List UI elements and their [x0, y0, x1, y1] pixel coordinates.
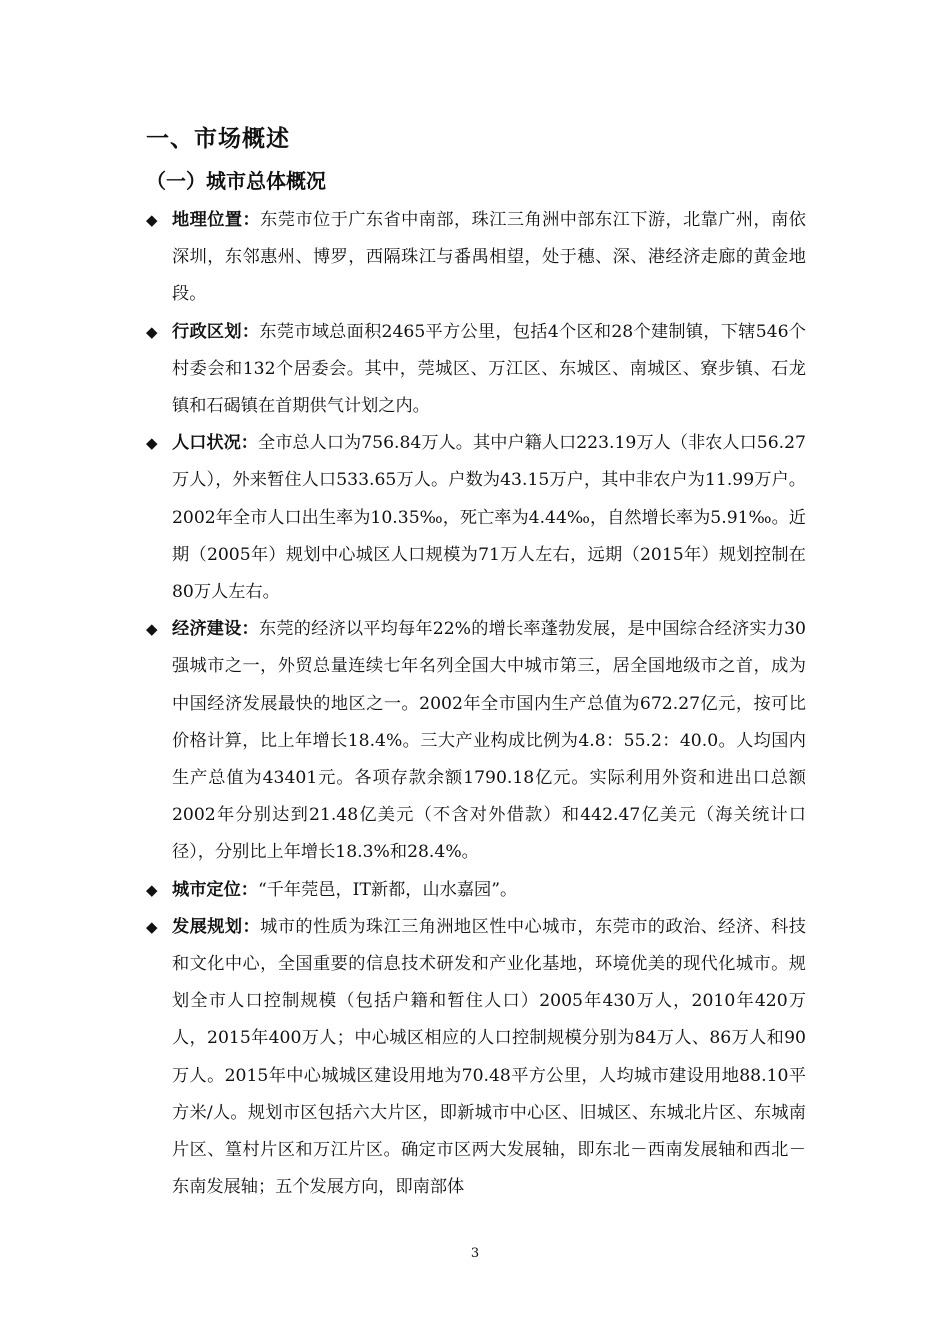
- item-text: 东莞的经济以平均每年22%的增长率蓬勃发展，是中国综合经济实力30强城市之一，外贸总量连续七年名列全国大中城市第三，居全国地级市之首，成为中国经济发展最快的地区之一。2002年全市国内生产总值为672.27亿元，按可比价格计算，比上年增长18.4%。三大产业构成比例为4.8：55.2：40.0。人均国内生产总值为43401元。各项存款余额1790.18亿元。实际利用外资和进出口总额2002年分别达到21.48亿美元（不含对外借款）和442.47亿美元（海关统计口径），分别比上年增长18.3%和28.4%。: [172, 619, 806, 863]
- list-item: [146, 425, 806, 611]
- black-diamond-icon: ◆: [146, 322, 158, 341]
- item-text: 全市总人口为756.84万人。其中户籍人口223.19万人（非农人口56.27万人），外来暂住人口533.65万人。户数为43.15万户，其中非农户为11.99万户。2002年全市人口出生率为10.35‰，死亡率为4.44‰，自然增长率为5.91‰。近期（2005年）规划中心城区人口规模为71万人左右，远期（2015年）规划控制在80万人左右。: [172, 433, 806, 603]
- black-diamond-icon: ◆: [146, 211, 158, 229]
- item-label: 经济建设：: [172, 619, 259, 640]
- item-text: 东莞市位于广东省中南部，珠江三角洲中部东江下游，北靠广州，南依深圳，东邻惠州、博罗，西隔珠江与番禺相望，处于穗、深、港经济走廊的黄金地段。: [172, 210, 806, 305]
- item-label: 地理位置：: [172, 210, 261, 230]
- page-number: 3: [470, 1246, 480, 1261]
- item-label: 发展规划：: [172, 916, 261, 937]
- list-item: [146, 202, 806, 314]
- black-diamond-icon: ◆: [146, 434, 158, 453]
- subsection-heading: （一）城市总体概况: [146, 169, 326, 193]
- item-text: “千年莞邑，IT新都，山水嘉园”。: [257, 879, 518, 900]
- item-label: 城市定位：: [172, 879, 258, 900]
- list-item: [146, 909, 806, 1207]
- item-label: 行政区划：: [172, 321, 260, 342]
- list-item: [146, 872, 806, 909]
- section-heading: 一、市场概述: [146, 126, 290, 152]
- item-text: 城市的性质为珠江三角洲地区性中心城市，东莞市的政治、经济、科技和文化中心，全国重要的信息技术研发和产业化基地，环境优美的现代化城市。规划全市人口控制规模（包括户籍和暂住人口）2005年430万人，2010年420万人，2015年400万人；中心城区相应的人口控制规模分别为84万人、86万人和90万人。2015年中心城城区建设用地为70.48平方公里，人均城市建设用地88.10平方米/人。规划市区包括六大片区，即新城市中心区、旧城区、东城北片区、东城南片区、篁村片区和万江片区。确定市区两大发展轴，即东北－西南发展轴和西北－东南发展轴；五个发展方向，即南部体: [172, 916, 806, 1198]
- black-diamond-icon: ◆: [146, 917, 158, 936]
- list-item: [146, 611, 806, 871]
- list-item: [146, 314, 806, 426]
- black-diamond-icon: ◆: [146, 880, 158, 899]
- item-text: 东莞市域总面积2465平方公里，包括4个区和28个建制镇，下辖546个村委会和132个居委会。其中，莞城区、万江区、东城区、南城区、寮步镇、石龙镇和石碣镇在首期供气计划之内。: [172, 321, 806, 417]
- black-diamond-icon: ◆: [146, 620, 158, 639]
- bullet-list: [146, 202, 806, 1206]
- item-label: 人口状况：: [172, 433, 259, 454]
